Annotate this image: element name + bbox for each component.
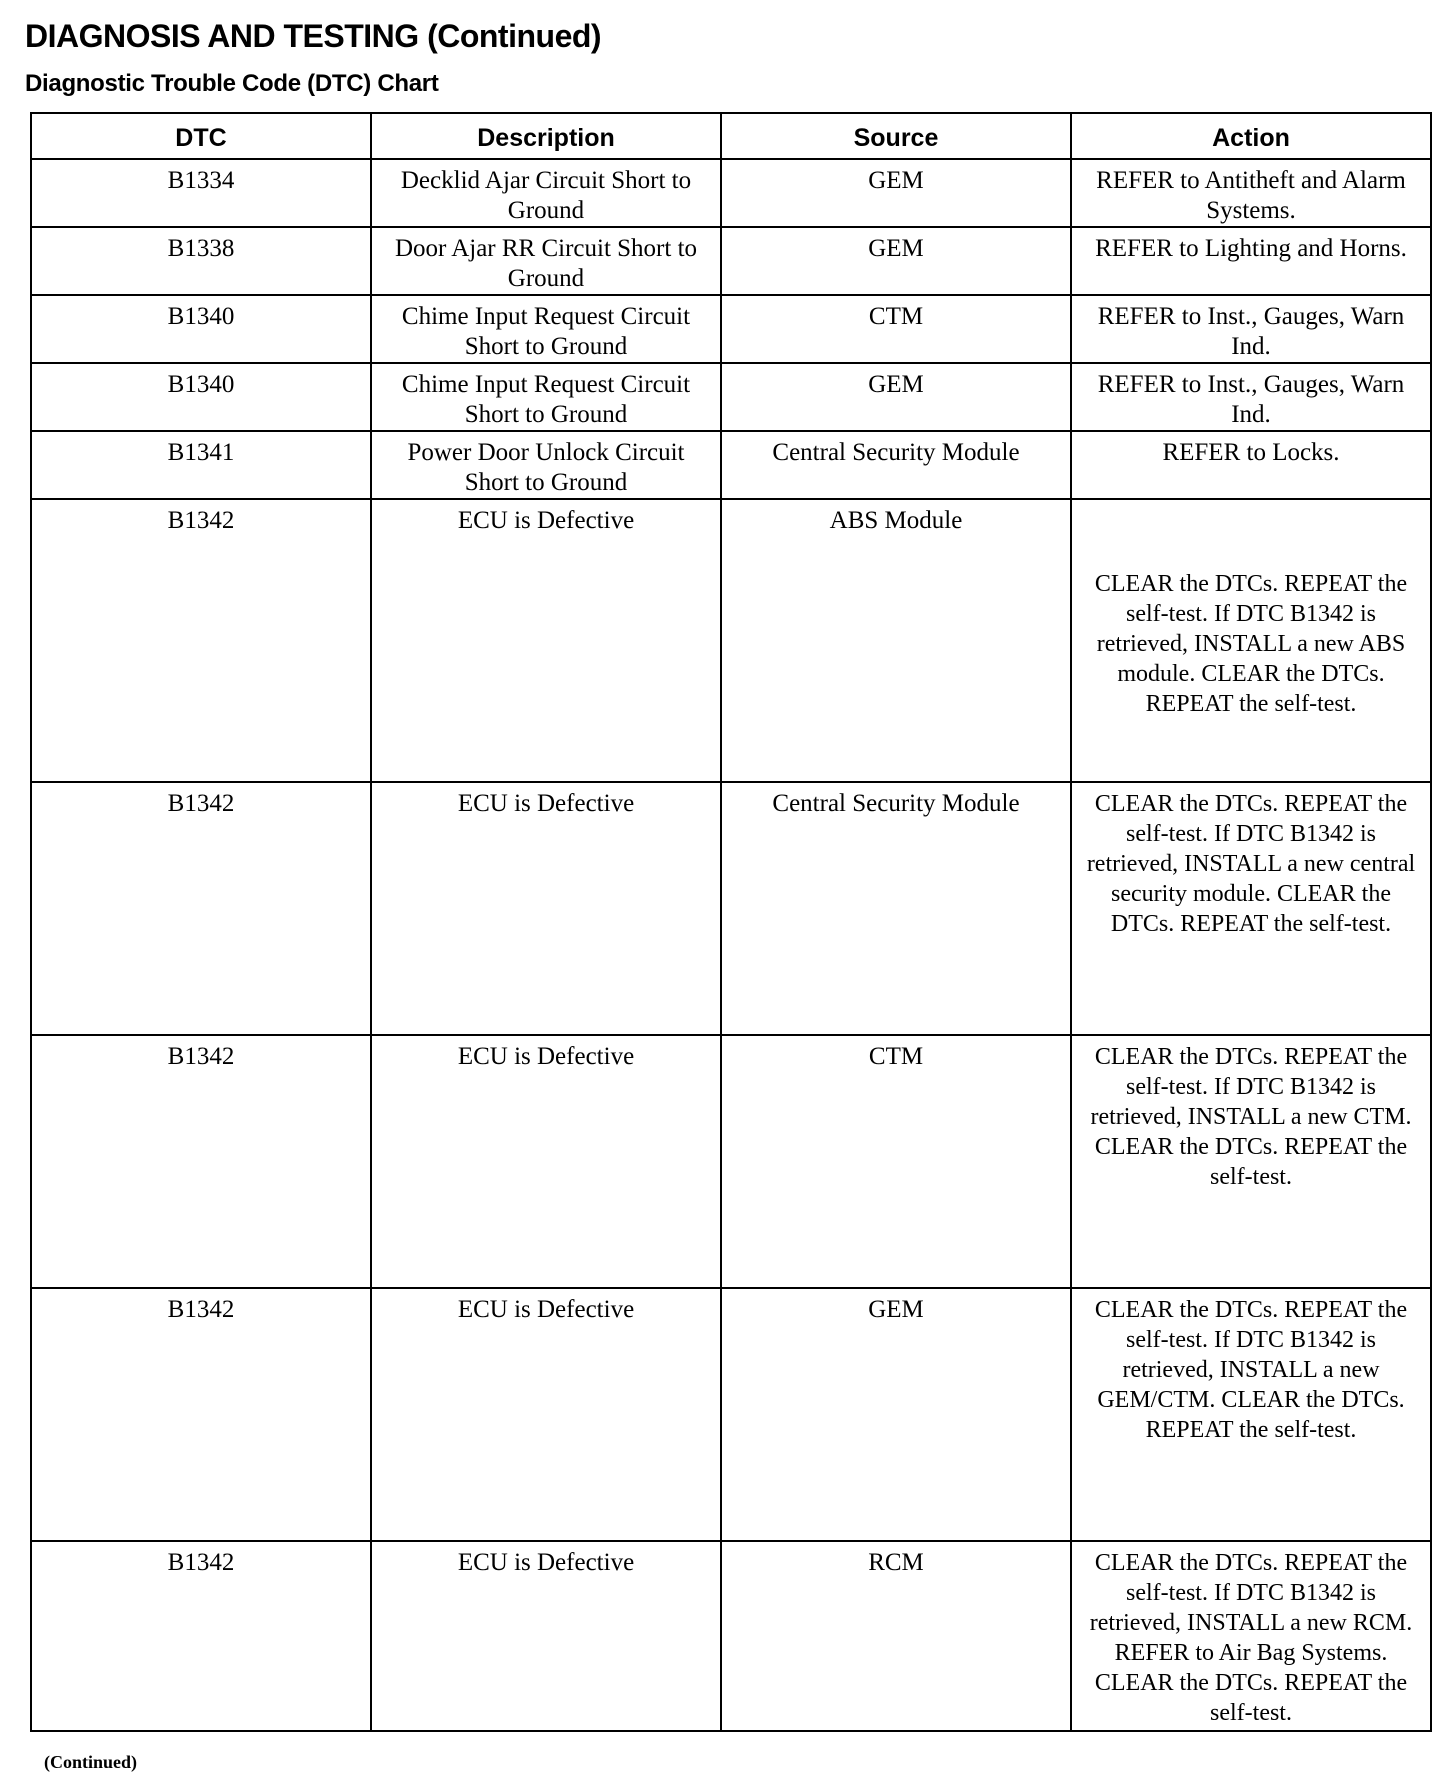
dtc-cell: B1342: [31, 499, 371, 782]
source-cell: CTM: [721, 295, 1071, 363]
description-cell: ECU is Defective: [371, 1541, 721, 1731]
dtc-cell: B1338: [31, 227, 371, 295]
dtc-cell: B1342: [31, 1288, 371, 1541]
table-row: [31, 499, 1431, 782]
action-cell: CLEAR the DTCs. REPEAT the self-test. If DTC B1342 is retrieved, INSTALL a new CTM. CLEAR the DTCs. REPEAT the self-test.: [1071, 1035, 1431, 1288]
description-cell: ECU is Defective: [371, 1035, 721, 1288]
table-row: [31, 227, 1431, 295]
description-cell: Decklid Ajar Circuit Short to Ground: [371, 159, 721, 227]
source-cell: ABS Module: [721, 499, 1071, 782]
table-row: [31, 431, 1431, 499]
action-cell: REFER to Antitheft and Alarm Systems.: [1071, 159, 1431, 227]
table-row: [31, 295, 1431, 363]
table-row: [31, 159, 1431, 227]
column-header-source: Source: [721, 113, 1071, 159]
action-cell: REFER to Lighting and Horns.: [1071, 227, 1431, 295]
section-title: DIAGNOSIS AND TESTING (Continued): [25, 18, 602, 54]
source-cell: GEM: [721, 227, 1071, 295]
source-cell: GEM: [721, 159, 1071, 227]
description-cell: Door Ajar RR Circuit Short to Ground: [371, 227, 721, 295]
source-cell: CTM: [721, 1035, 1071, 1288]
dtc-cell: B1340: [31, 363, 371, 431]
dtc-cell: B1342: [31, 1541, 371, 1731]
description-cell: Chime Input Request Circuit Short to Ground: [371, 295, 721, 363]
column-header-description: Description: [371, 113, 721, 159]
action-cell: CLEAR the DTCs. REPEAT the self-test. If DTC B1342 is retrieved, INSTALL a new RCM. REFER to Air Bag Systems. CLEAR the DTCs. REPEAT the self-test.: [1071, 1541, 1431, 1731]
source-cell: Central Security Module: [721, 431, 1071, 499]
dtc-cell: B1340: [31, 295, 371, 363]
action-cell: REFER to Inst., Gauges, Warn Ind.: [1071, 295, 1431, 363]
dtc-cell: B1342: [31, 782, 371, 1035]
source-cell: GEM: [721, 363, 1071, 431]
action-cell: CLEAR the DTCs. REPEAT the self-test. If DTC B1342 is retrieved, INSTALL a new ABS module. CLEAR the DTCs. REPEAT the self-test.: [1071, 499, 1431, 782]
continued-note: (Continued): [44, 1752, 138, 1772]
action-cell: CLEAR the DTCs. REPEAT the self-test. If DTC B1342 is retrieved, INSTALL a new central security module. CLEAR the DTCs. REPEAT the self-test.: [1071, 782, 1431, 1035]
description-cell: Chime Input Request Circuit Short to Ground: [371, 363, 721, 431]
description-cell: Power Door Unlock Circuit Short to Ground: [371, 431, 721, 499]
description-cell: ECU is Defective: [371, 499, 721, 782]
description-cell: ECU is Defective: [371, 782, 721, 1035]
column-header-dtc: DTC: [31, 113, 371, 159]
source-cell: GEM: [721, 1288, 1071, 1541]
chart-title: Diagnostic Trouble Code (DTC) Chart: [25, 70, 439, 97]
dtc-cell: B1342: [31, 1035, 371, 1288]
table-row: [31, 782, 1431, 1035]
dtc-cell: B1334: [31, 159, 371, 227]
table-row: [31, 1541, 1431, 1731]
source-cell: Central Security Module: [721, 782, 1071, 1035]
source-cell: RCM: [721, 1541, 1071, 1731]
dtc-chart-table: [30, 112, 1432, 1732]
action-cell: CLEAR the DTCs. REPEAT the self-test. If DTC B1342 is retrieved, INSTALL a new GEM/CTM. CLEAR the DTCs. REPEAT the self-test.: [1071, 1288, 1431, 1541]
description-cell: ECU is Defective: [371, 1288, 721, 1541]
action-cell: REFER to Inst., Gauges, Warn Ind.: [1071, 363, 1431, 431]
table-header-row: [31, 113, 1431, 159]
action-cell: REFER to Locks.: [1071, 431, 1431, 499]
table-row: [31, 1035, 1431, 1288]
column-header-action: Action: [1071, 113, 1431, 159]
dtc-cell: B1341: [31, 431, 371, 499]
table-row: [31, 363, 1431, 431]
table-row: [31, 1288, 1431, 1541]
